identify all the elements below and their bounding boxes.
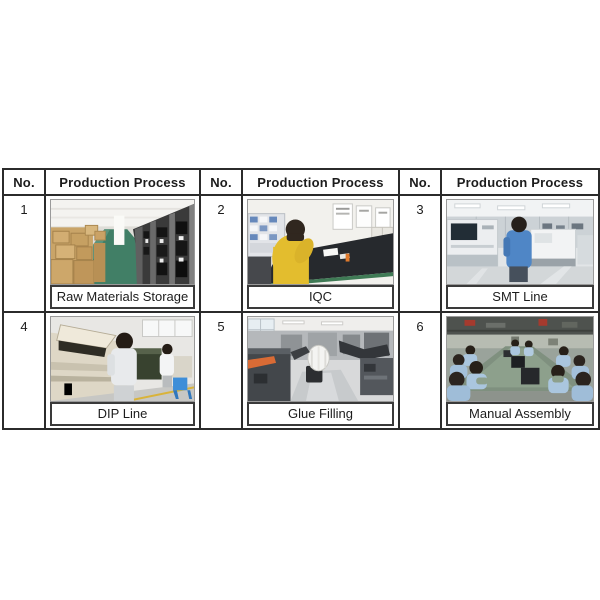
caption-glue-filling: Glue Filling [247, 402, 394, 426]
photo-iqc-inspection [247, 199, 394, 285]
caption-dip-line: DIP Line [50, 402, 195, 426]
table-row-1 [3, 195, 599, 312]
caption-raw-materials-storage: Raw Materials Storage [50, 285, 195, 309]
cell-process-5 [242, 312, 399, 429]
header-no-3: No. [399, 169, 441, 195]
caption-iqc: IQC [247, 285, 394, 309]
cell-process-4 [45, 312, 200, 429]
cell-process-6 [441, 312, 599, 429]
photo-dip-line [50, 316, 195, 402]
header-process-1: Production Process [45, 169, 200, 195]
table-header-row [3, 169, 599, 195]
cell-no-5: 5 [200, 312, 242, 429]
photo-manual-assembly [446, 316, 594, 402]
table-row-2 [3, 312, 599, 429]
cell-process-1 [45, 195, 200, 312]
cell-no-6: 6 [399, 312, 441, 429]
header-process-2: Production Process [242, 169, 399, 195]
photo-glue-filling [247, 316, 394, 402]
header-process-3: Production Process [441, 169, 599, 195]
cell-process-3 [441, 195, 599, 312]
caption-smt-line: SMT Line [446, 285, 594, 309]
production-process-table [2, 168, 600, 430]
cell-no-4: 4 [3, 312, 45, 429]
header-no-1: No. [3, 169, 45, 195]
header-no-2: No. [200, 169, 242, 195]
caption-manual-assembly: Manual Assembly [446, 402, 594, 426]
cell-no-1: 1 [3, 195, 45, 312]
cell-process-2 [242, 195, 399, 312]
photo-smt-line [446, 199, 594, 285]
cell-no-3: 3 [399, 195, 441, 312]
cell-no-2: 2 [200, 195, 242, 312]
photo-raw-materials-storage [50, 199, 195, 285]
